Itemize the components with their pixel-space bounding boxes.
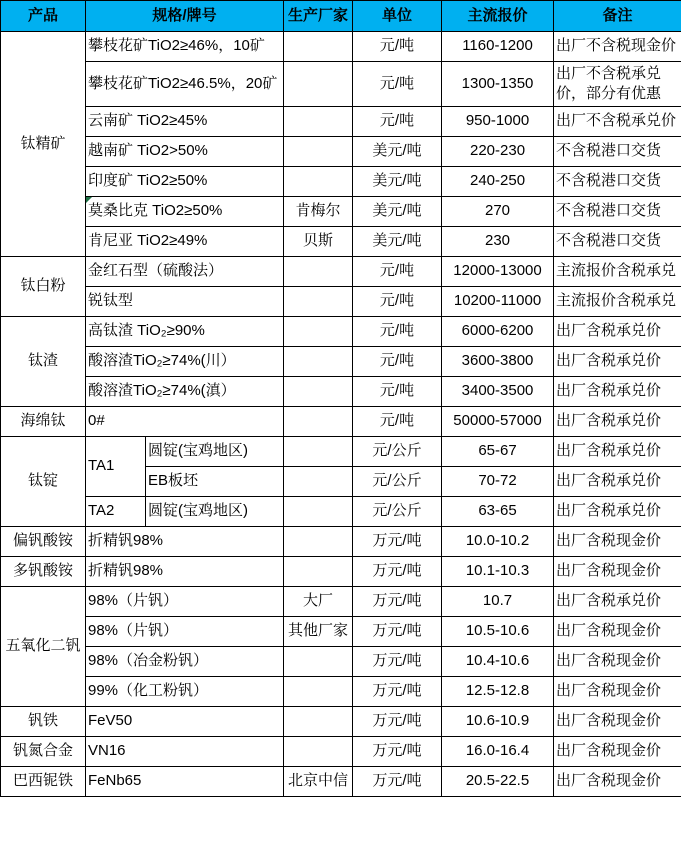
manufacturer-cell — [284, 287, 353, 317]
price-cell: 16.0-16.4 — [442, 737, 554, 767]
table-row — [1, 587, 681, 617]
manufacturer-cell — [284, 707, 353, 737]
header-row — [1, 1, 681, 32]
unit-cell: 元/吨 — [353, 407, 442, 437]
note-cell: 出厂含税承兑价 — [554, 377, 681, 407]
note-cell: 主流报价含税承兑 — [554, 287, 681, 317]
table-row — [1, 497, 681, 527]
note-cell: 不含税港口交货 — [554, 137, 681, 167]
note-cell: 出厂含税承兑价 — [554, 407, 681, 437]
grade-cell: TA1 — [86, 437, 146, 497]
price-cell: 12.5-12.8 — [442, 677, 554, 707]
note-cell: 出厂含税现金价 — [554, 677, 681, 707]
spec-cell: 越南矿 TiO2>50% — [86, 137, 284, 167]
price-cell: 220-230 — [442, 137, 554, 167]
table-row — [1, 767, 681, 797]
manufacturer-cell — [284, 137, 353, 167]
table-row — [1, 107, 681, 137]
unit-cell: 元/吨 — [353, 62, 442, 107]
spec-cell: 圆锭(宝鸡地区) — [146, 437, 284, 467]
manufacturer-cell — [284, 407, 353, 437]
note-cell: 出厂不含税承兑价 — [554, 107, 681, 137]
product-cell: 五氧化二钒 — [1, 587, 86, 707]
header-unit: 单位 — [353, 1, 442, 32]
header-note: 备注 — [554, 1, 681, 32]
table-row — [1, 347, 681, 377]
header-product: 产品 — [1, 1, 86, 32]
spec-cell — [86, 197, 284, 227]
table-row — [1, 647, 681, 677]
note-cell: 出厂含税现金价 — [554, 737, 681, 767]
note-cell: 出厂含税现金价 — [554, 617, 681, 647]
unit-cell: 元/公斤 — [353, 497, 442, 527]
unit-cell: 元/公斤 — [353, 467, 442, 497]
comment-flag-icon — [86, 197, 92, 203]
price-cell: 240-250 — [442, 167, 554, 197]
manufacturer-cell — [284, 737, 353, 767]
spec-cell: 折精钒98% — [86, 527, 284, 557]
note-cell: 出厂不含税现金价 — [554, 32, 681, 62]
unit-cell: 万元/吨 — [353, 557, 442, 587]
spec-cell: 云南矿 TiO2≥45% — [86, 107, 284, 137]
spec-cell: FeV50 — [86, 707, 284, 737]
note-cell: 出厂含税承兑价 — [554, 587, 681, 617]
unit-cell: 万元/吨 — [353, 587, 442, 617]
manufacturer-cell — [284, 62, 353, 107]
note-cell: 出厂不含税承兑价，部分有优惠 — [554, 62, 681, 107]
unit-cell: 元/吨 — [353, 317, 442, 347]
price-cell: 10.7 — [442, 587, 554, 617]
price-cell: 270 — [442, 197, 554, 227]
note-cell: 出厂含税现金价 — [554, 647, 681, 677]
price-cell: 10200-11000 — [442, 287, 554, 317]
price-cell: 10.6-10.9 — [442, 707, 554, 737]
price-cell: 3400-3500 — [442, 377, 554, 407]
table-row — [1, 197, 681, 227]
price-cell: 50000-57000 — [442, 407, 554, 437]
spec-cell: 锐钛型 — [86, 287, 284, 317]
manufacturer-cell — [284, 32, 353, 62]
note-cell: 主流报价含税承兑 — [554, 257, 681, 287]
manufacturer-cell: 肯梅尔 — [284, 197, 353, 227]
table-row — [1, 137, 681, 167]
spec-cell: 金红石型（硫酸法） — [86, 257, 284, 287]
table-row — [1, 62, 681, 107]
unit-cell: 元/公斤 — [353, 437, 442, 467]
manufacturer-cell — [284, 317, 353, 347]
header-spec: 规格/牌号 — [86, 1, 284, 32]
table-row — [1, 257, 681, 287]
note-cell: 出厂含税承兑价 — [554, 317, 681, 347]
unit-cell: 元/吨 — [353, 32, 442, 62]
table-row — [1, 167, 681, 197]
table-row — [1, 407, 681, 437]
manufacturer-cell — [284, 377, 353, 407]
table-row — [1, 707, 681, 737]
price-cell: 10.5-10.6 — [442, 617, 554, 647]
price-cell: 65-67 — [442, 437, 554, 467]
unit-cell: 元/吨 — [353, 107, 442, 137]
price-cell: 10.4-10.6 — [442, 647, 554, 677]
spec-cell: 98%（冶金粉钒） — [86, 647, 284, 677]
manufacturer-cell — [284, 107, 353, 137]
note-cell: 出厂含税承兑价 — [554, 497, 681, 527]
manufacturer-cell — [284, 677, 353, 707]
product-cell: 钛渣 — [1, 317, 86, 407]
spec-cell: 98%（片钒） — [86, 587, 284, 617]
spec-cell: VN16 — [86, 737, 284, 767]
unit-cell: 万元/吨 — [353, 677, 442, 707]
product-cell: 钒氮合金 — [1, 737, 86, 767]
grade-cell: TA2 — [86, 497, 146, 527]
product-cell: 钒铁 — [1, 707, 86, 737]
product-cell: 钛白粉 — [1, 257, 86, 317]
spec-cell: 攀枝花矿TiO2≥46.5%，20矿 — [86, 62, 284, 107]
price-cell: 10.1-10.3 — [442, 557, 554, 587]
manufacturer-cell: 北京中信 — [284, 767, 353, 797]
table-row — [1, 32, 681, 62]
price-cell: 70-72 — [442, 467, 554, 497]
manufacturer-cell — [284, 437, 353, 467]
table-row — [1, 287, 681, 317]
price-cell: 1160-1200 — [442, 32, 554, 62]
spec-cell: 高钛渣 TiO₂≥90% — [86, 317, 284, 347]
price-cell: 230 — [442, 227, 554, 257]
manufacturer-cell — [284, 347, 353, 377]
product-cell: 钛锭 — [1, 437, 86, 527]
spec-cell: 99%（化工粉钒） — [86, 677, 284, 707]
note-cell: 不含税港口交货 — [554, 197, 681, 227]
note-cell: 出厂含税现金价 — [554, 767, 681, 797]
table-row — [1, 527, 681, 557]
spec-cell: EB板坯 — [146, 467, 284, 497]
price-cell: 20.5-22.5 — [442, 767, 554, 797]
product-cell: 巴西铌铁 — [1, 767, 86, 797]
note-cell: 出厂含税承兑价 — [554, 437, 681, 467]
note-cell: 出厂含税承兑价 — [554, 467, 681, 497]
unit-cell: 万元/吨 — [353, 617, 442, 647]
unit-cell: 万元/吨 — [353, 707, 442, 737]
unit-cell: 万元/吨 — [353, 647, 442, 677]
table-row — [1, 377, 681, 407]
spec-cell: 酸溶渣TiO₂≥74%(滇） — [86, 377, 284, 407]
price-cell: 63-65 — [442, 497, 554, 527]
spec-text: 莫桑比克 TiO2≥50% — [88, 202, 223, 220]
unit-cell: 元/吨 — [353, 257, 442, 287]
product-cell: 海绵钛 — [1, 407, 86, 437]
table-row — [1, 227, 681, 257]
unit-cell: 元/吨 — [353, 287, 442, 317]
table-row — [1, 437, 681, 467]
manufacturer-cell — [284, 497, 353, 527]
manufacturer-cell — [284, 647, 353, 677]
note-cell: 出厂含税现金价 — [554, 707, 681, 737]
spec-cell: 折精钒98% — [86, 557, 284, 587]
table-row — [1, 737, 681, 767]
unit-cell: 万元/吨 — [353, 767, 442, 797]
spec-cell: FeNb65 — [86, 767, 284, 797]
manufacturer-cell: 其他厂家 — [284, 617, 353, 647]
spec-cell: 肯尼亚 TiO2≥49% — [86, 227, 284, 257]
unit-cell: 美元/吨 — [353, 137, 442, 167]
spec-cell: 圆锭(宝鸡地区) — [146, 497, 284, 527]
spec-cell: 印度矿 TiO2≥50% — [86, 167, 284, 197]
unit-cell: 美元/吨 — [353, 167, 442, 197]
price-cell: 12000-13000 — [442, 257, 554, 287]
spec-cell: 0# — [86, 407, 284, 437]
header-price: 主流报价 — [442, 1, 554, 32]
price-cell: 3600-3800 — [442, 347, 554, 377]
price-cell: 6000-6200 — [442, 317, 554, 347]
manufacturer-cell: 大厂 — [284, 587, 353, 617]
note-cell: 不含税港口交货 — [554, 227, 681, 257]
unit-cell: 万元/吨 — [353, 527, 442, 557]
price-cell: 1300-1350 — [442, 62, 554, 107]
manufacturer-cell — [284, 257, 353, 287]
table-row — [1, 557, 681, 587]
product-cell: 偏钒酸铵 — [1, 527, 86, 557]
note-cell: 出厂含税承兑价 — [554, 347, 681, 377]
table-row — [1, 677, 681, 707]
manufacturer-cell — [284, 467, 353, 497]
spec-cell: 酸溶渣TiO₂≥74%(川） — [86, 347, 284, 377]
unit-cell: 美元/吨 — [353, 197, 442, 227]
unit-cell: 万元/吨 — [353, 737, 442, 767]
table-row — [1, 617, 681, 647]
price-cell: 950-1000 — [442, 107, 554, 137]
note-cell: 不含税港口交货 — [554, 167, 681, 197]
manufacturer-cell — [284, 557, 353, 587]
product-cell: 钛精矿 — [1, 32, 86, 257]
manufacturer-cell: 贝斯 — [284, 227, 353, 257]
unit-cell: 美元/吨 — [353, 227, 442, 257]
header-manufacturer: 生产厂家 — [284, 1, 353, 32]
spec-cell: 98%（片钒） — [86, 617, 284, 647]
unit-cell: 元/吨 — [353, 377, 442, 407]
manufacturer-cell — [284, 167, 353, 197]
manufacturer-cell — [284, 527, 353, 557]
note-cell: 出厂含税现金价 — [554, 527, 681, 557]
unit-cell: 元/吨 — [353, 347, 442, 377]
spec-cell: 攀枝花矿TiO2≥46%，10矿 — [86, 32, 284, 62]
price-cell: 10.0-10.2 — [442, 527, 554, 557]
table-row — [1, 317, 681, 347]
note-cell: 出厂含税现金价 — [554, 557, 681, 587]
product-cell: 多钒酸铵 — [1, 557, 86, 587]
